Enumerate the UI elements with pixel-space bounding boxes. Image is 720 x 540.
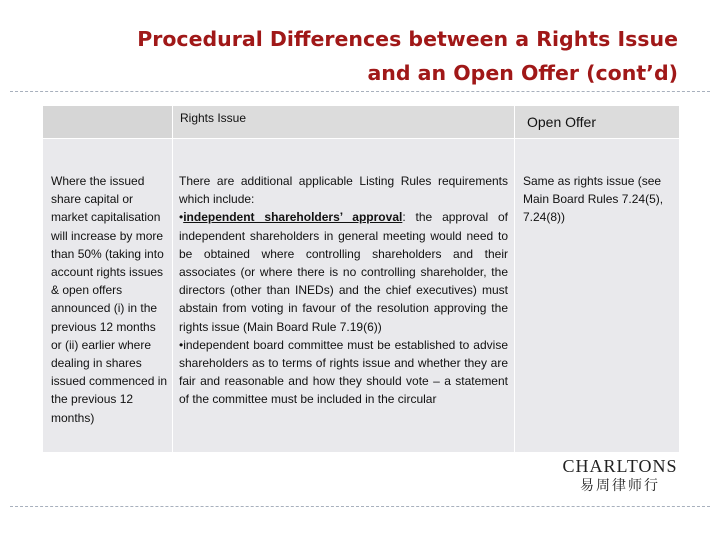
condition-cell: Where the issued share capital or market capitalisation will increase by more than 50% (taking into account rights issues & open offers announced (i) in the previous 12 months or (ii) earlier where dealing in shares issued commenced in the previous 12 months) (43, 139, 173, 453)
slide-title (78, 22, 678, 90)
logo-name-en: CHARLTONS (562, 456, 678, 476)
comparison-table (42, 105, 680, 453)
bullet-1: •independent shareholders’ approval: the approval of independent shareholders in general meeting would need to be obtained where controlling shareholders and their associates (or where there is no controlling shareholder, the directors (other than INEDs) and the chief executives) must abstain from voting in favour of the resolution approving the rights issue (Main Board Rule 7.19(6)) (179, 210, 508, 334)
open-offer-cell: Same as rights issue (see Main Board Rules 7.24(5), 7.24(8)) (515, 139, 680, 453)
bullet-2: •independent board committee must be established to advise shareholders as to terms of rights issue and whether they are fair and reasonable and how they should vote – a statement of the committee must be included in the circular (179, 337, 508, 407)
bottom-divider (10, 506, 710, 507)
charltons-logo (560, 456, 680, 496)
logo-name-cn: 易周律师行 (580, 478, 660, 494)
top-divider (10, 91, 710, 92)
slide-title-line-2: and an Open Offer (cont’d) (367, 61, 678, 85)
bullet-1-lead: independent shareholders’ approval (183, 210, 403, 225)
bullet-2-text: independent board committee must be established to advise shareholders as to terms of rights issue and whether they are fair and reasonable and how they should vote – a statement of the committee must be included in the circular (179, 337, 508, 407)
rights-issue-cell (173, 139, 515, 453)
bullet-1-text: : the approval of independent shareholders in general meeting would need to be obtained where controlling shareholders and their associates (or where there is no controlling shareholder, the directors (other than INEDs) and the chief executives) must abstain from voting in favour of the resolution approving the rights issue (Main Board Rule 7.19(6)) (179, 210, 508, 334)
table-row (43, 139, 680, 453)
table-header-row (43, 106, 680, 139)
slide-title-line-1: Procedural Differences between a Rights Issue (137, 27, 678, 51)
header-rights-issue: Rights Issue (173, 106, 515, 139)
header-open-offer: Open Offer (515, 106, 680, 139)
rights-intro-text: There are additional applicable Listing Rules requirements which include: (179, 174, 508, 207)
header-empty-cell (43, 106, 173, 139)
